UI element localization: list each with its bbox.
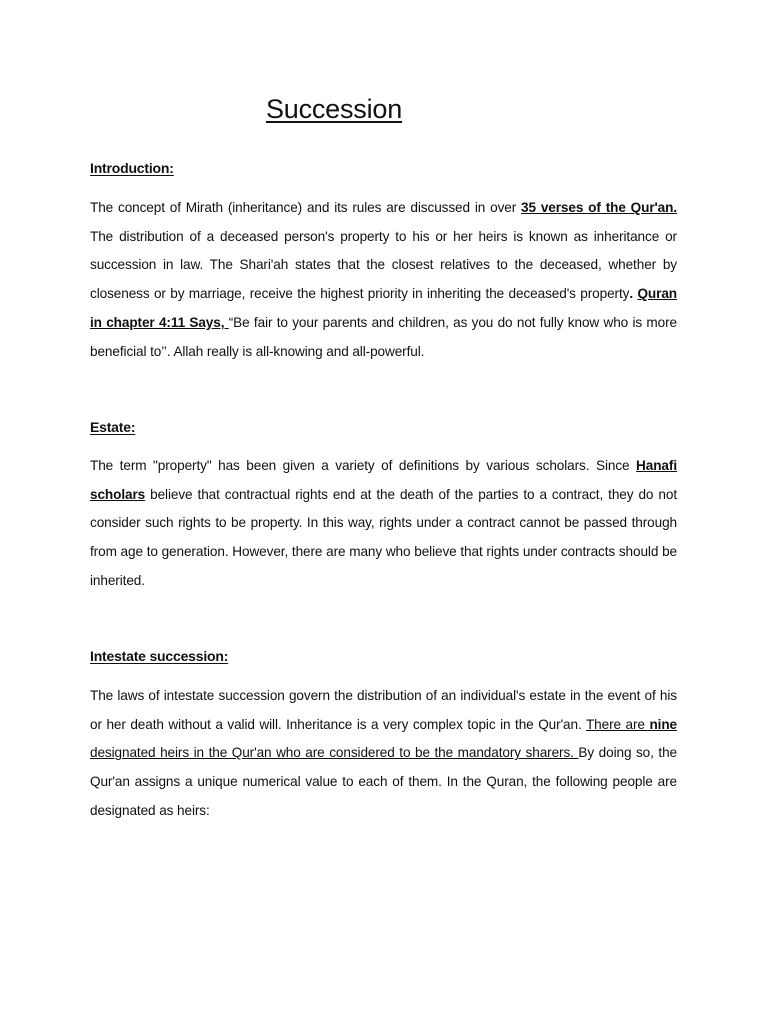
page-title: Succession (265, 94, 403, 124)
text-run: By doing so, the Qur'an assigns a unique numerical value to each of them. In the Quran, the following people are designated as heirs: (90, 745, 677, 818)
text-run: The concept of Mirath (inheritance) and its rules are discussed in over (90, 200, 522, 215)
text-run: “Be fair to your parents and children, as you do not fully know who is more beneficial to’’. Allah really is all-knowing and all-powerful. (90, 314, 677, 359)
emphasis-hanafi-scholars: Hanafi scholars (90, 458, 677, 502)
introduction-paragraph (90, 194, 677, 366)
text-run: The laws of intestate succession govern the distribution of an individual's estate in the event of his or her death without a valid will. Inheritance is a very complex topic in the Qur'an. (90, 688, 677, 732)
section-heading-estate: Estate: (90, 419, 136, 435)
underlined-text-run: There are (585, 716, 650, 732)
text-run: The distribution of a deceased person's property to his or her heirs is known as inheritance or succession in law. The Shari'ah states that the closest relatives to the deceased, whether by closeness or by marriage, receive the highest priority in inheriting the deceased's property (90, 228, 677, 302)
emphasis-35-verses: 35 verses of the Qur'an. (521, 200, 677, 215)
text-run: . (629, 286, 634, 302)
estate-paragraph (90, 452, 677, 596)
underlined-text-run: designated heirs in the Qur'an who are considered to be the mandatory sharers. (90, 745, 579, 761)
text-run: The term "property" has been given a variety of definitions by various scholars. Since (90, 458, 637, 473)
text-run: believe that contractual rights end at the death of the parties to a contract, they do not consider such rights to be property. In this way, rights under a contract cannot be passed through from age to generation. However, there are many who believe that rights under contracts should be inherited. (90, 486, 677, 588)
intestate-paragraph (90, 682, 677, 826)
section-heading-intestate-succession: Intestate succession: (90, 648, 229, 664)
emphasis-quran-chapter: Quran in chapter 4:11 Says, (90, 286, 677, 330)
section-heading-introduction: Introduction: (90, 160, 174, 176)
emphasis-nine: nine (649, 716, 677, 732)
